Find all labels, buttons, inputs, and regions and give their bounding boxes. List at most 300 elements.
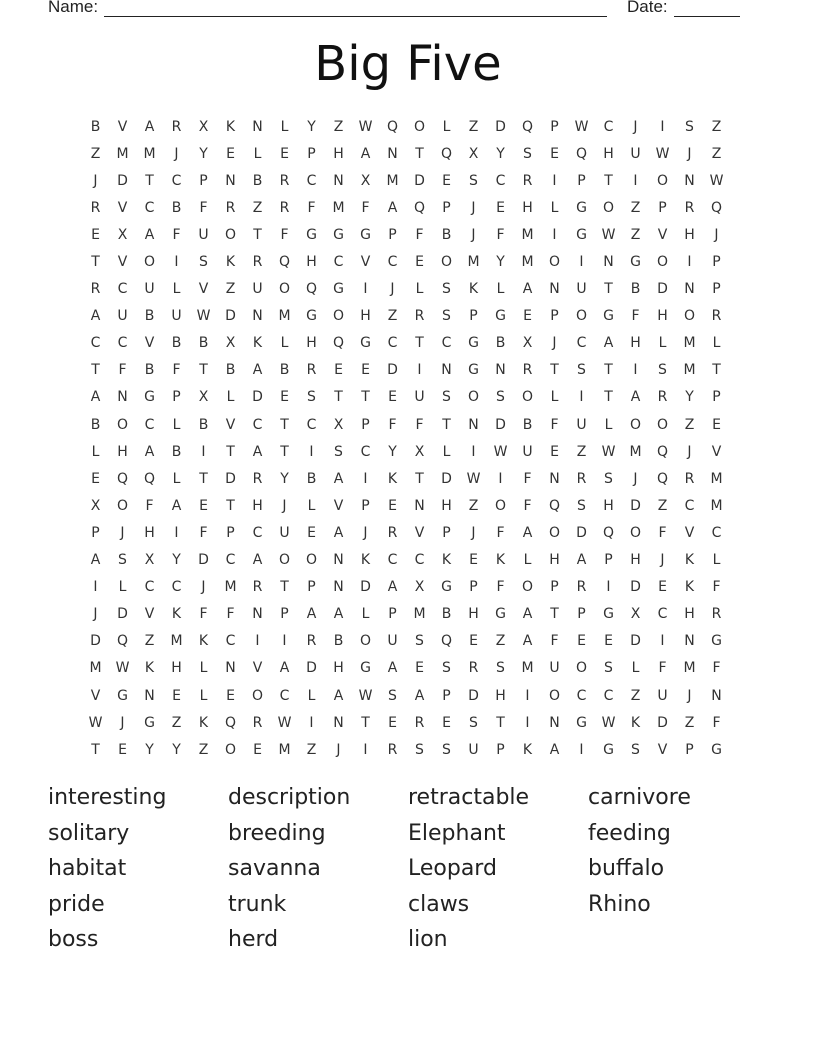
grid-letter[interactable]: J: [687, 145, 692, 162]
grid-letter[interactable]: A: [252, 552, 263, 569]
grid-letter[interactable]: A: [387, 199, 398, 216]
grid-letter[interactable]: M: [521, 660, 534, 677]
grid-letter[interactable]: J: [363, 524, 368, 541]
grid-letter[interactable]: G: [306, 226, 317, 243]
grid-letter[interactable]: S: [334, 443, 343, 460]
grid-letter[interactable]: D: [630, 497, 641, 514]
grid-letter[interactable]: S: [442, 741, 451, 758]
grid-letter[interactable]: R: [252, 714, 263, 731]
grid-letter[interactable]: F: [523, 470, 532, 487]
grid-letter[interactable]: G: [117, 687, 128, 704]
grid-letter[interactable]: Q: [656, 470, 669, 487]
grid-letter[interactable]: P: [307, 145, 316, 162]
grid-letter[interactable]: P: [172, 389, 181, 406]
grid-letter[interactable]: Z: [171, 714, 182, 731]
grid-letter[interactable]: F: [496, 524, 505, 541]
grid-letter[interactable]: L: [226, 389, 235, 406]
grid-letter[interactable]: V: [684, 524, 695, 541]
grid-letter[interactable]: T: [91, 741, 100, 758]
grid-letter[interactable]: U: [468, 741, 479, 758]
grid-letter[interactable]: O: [629, 524, 642, 541]
grid-letter[interactable]: I: [174, 524, 179, 541]
grid-letter[interactable]: T: [199, 362, 208, 379]
grid-letter[interactable]: R: [306, 633, 317, 650]
grid-letter[interactable]: T: [280, 579, 289, 596]
grid-letter[interactable]: O: [575, 308, 588, 325]
grid-letter[interactable]: J: [687, 687, 692, 704]
grid-letter[interactable]: S: [658, 362, 667, 379]
grid-letter[interactable]: P: [469, 308, 478, 325]
grid-letter[interactable]: S: [199, 254, 208, 271]
grid-letter[interactable]: F: [388, 416, 397, 433]
grid-letter[interactable]: F: [118, 362, 127, 379]
grid-letter[interactable]: V: [90, 687, 101, 704]
grid-letter[interactable]: S: [523, 145, 532, 162]
grid-letter[interactable]: D: [630, 579, 641, 596]
grid-letter[interactable]: F: [199, 199, 208, 216]
grid-letter[interactable]: Q: [602, 524, 615, 541]
grid-letter[interactable]: Q: [278, 254, 291, 271]
grid-letter[interactable]: R: [252, 254, 263, 271]
grid-letter[interactable]: B: [225, 362, 236, 379]
grid-letter[interactable]: E: [550, 443, 559, 460]
grid-letter[interactable]: K: [468, 281, 479, 298]
grid-letter[interactable]: Z: [468, 497, 479, 514]
grid-letter[interactable]: K: [144, 660, 155, 677]
grid-letter[interactable]: E: [415, 660, 424, 677]
grid-letter[interactable]: Z: [657, 497, 668, 514]
grid-letter[interactable]: E: [91, 226, 100, 243]
grid-letter[interactable]: K: [198, 714, 209, 731]
grid-letter[interactable]: C: [171, 579, 182, 596]
grid-letter[interactable]: M: [710, 470, 723, 487]
grid-letter[interactable]: U: [414, 389, 425, 406]
grid-letter[interactable]: H: [468, 606, 479, 623]
grid-letter[interactable]: K: [684, 552, 695, 569]
grid-letter[interactable]: B: [198, 335, 209, 352]
grid-letter[interactable]: Z: [198, 741, 209, 758]
grid-letter[interactable]: S: [577, 497, 586, 514]
grid-letter[interactable]: R: [225, 199, 236, 216]
grid-letter[interactable]: P: [712, 389, 721, 406]
grid-letter[interactable]: K: [360, 552, 371, 569]
grid-letter[interactable]: O: [251, 687, 264, 704]
grid-letter[interactable]: Q: [143, 470, 156, 487]
grid-letter[interactable]: T: [550, 362, 559, 379]
grid-letter[interactable]: O: [656, 416, 669, 433]
grid-letter[interactable]: F: [496, 579, 505, 596]
grid-letter[interactable]: I: [579, 389, 584, 406]
grid-letter[interactable]: P: [388, 606, 397, 623]
grid-letter[interactable]: J: [471, 226, 476, 243]
grid-letter[interactable]: N: [252, 606, 263, 623]
grid-letter[interactable]: I: [552, 172, 557, 189]
grid-letter[interactable]: A: [144, 443, 155, 460]
grid-letter[interactable]: T: [253, 226, 262, 243]
grid-letter[interactable]: K: [684, 579, 695, 596]
grid-letter[interactable]: G: [711, 741, 722, 758]
grid-letter[interactable]: L: [199, 687, 208, 704]
grid-letter[interactable]: D: [495, 118, 506, 135]
grid-letter[interactable]: H: [522, 199, 533, 216]
grid-letter[interactable]: C: [144, 416, 155, 433]
grid-letter[interactable]: E: [253, 741, 262, 758]
grid-letter[interactable]: B: [198, 416, 209, 433]
grid-letter[interactable]: Y: [496, 254, 505, 271]
grid-letter[interactable]: Y: [145, 741, 154, 758]
grid-letter[interactable]: X: [198, 118, 209, 135]
grid-letter[interactable]: N: [441, 362, 452, 379]
grid-letter[interactable]: J: [93, 172, 98, 189]
grid-letter[interactable]: P: [712, 254, 721, 271]
grid-letter[interactable]: A: [144, 118, 155, 135]
grid-letter[interactable]: N: [549, 281, 560, 298]
grid-letter[interactable]: A: [522, 606, 533, 623]
grid-letter[interactable]: V: [117, 118, 128, 135]
grid-letter[interactable]: H: [306, 254, 317, 271]
grid-letter[interactable]: O: [116, 416, 129, 433]
grid-letter[interactable]: E: [658, 579, 667, 596]
grid-letter[interactable]: N: [117, 389, 128, 406]
grid-letter[interactable]: O: [278, 552, 291, 569]
grid-letter[interactable]: E: [469, 633, 478, 650]
grid-letter[interactable]: L: [280, 335, 289, 352]
grid-letter[interactable]: E: [577, 633, 586, 650]
grid-letter[interactable]: E: [550, 145, 559, 162]
grid-letter[interactable]: A: [522, 524, 533, 541]
grid-letter[interactable]: H: [306, 335, 317, 352]
grid-letter[interactable]: R: [252, 470, 263, 487]
grid-letter[interactable]: R: [306, 362, 317, 379]
grid-letter[interactable]: B: [306, 470, 317, 487]
grid-letter[interactable]: F: [415, 416, 424, 433]
grid-letter[interactable]: H: [171, 660, 182, 677]
grid-letter[interactable]: K: [630, 714, 641, 731]
grid-letter[interactable]: Z: [684, 714, 695, 731]
grid-letter[interactable]: S: [415, 741, 424, 758]
grid-letter[interactable]: J: [471, 199, 476, 216]
grid-letter[interactable]: L: [442, 118, 451, 135]
grid-letter[interactable]: A: [171, 497, 182, 514]
grid-letter[interactable]: C: [306, 416, 317, 433]
grid-letter[interactable]: K: [495, 552, 506, 569]
grid-letter[interactable]: I: [525, 687, 530, 704]
grid-letter[interactable]: H: [441, 497, 452, 514]
grid-letter[interactable]: P: [496, 741, 505, 758]
grid-letter[interactable]: B: [144, 308, 155, 325]
grid-letter[interactable]: H: [684, 606, 695, 623]
grid-letter[interactable]: P: [361, 497, 370, 514]
grid-letter[interactable]: F: [658, 524, 667, 541]
grid-letter[interactable]: J: [93, 606, 98, 623]
grid-letter[interactable]: E: [415, 254, 424, 271]
grid-letter[interactable]: T: [145, 172, 154, 189]
grid-letter[interactable]: L: [307, 497, 316, 514]
grid-letter[interactable]: C: [684, 497, 695, 514]
grid-letter[interactable]: W: [358, 118, 373, 135]
grid-letter[interactable]: M: [143, 145, 156, 162]
grid-letter[interactable]: G: [576, 199, 587, 216]
grid-letter[interactable]: C: [279, 687, 290, 704]
grid-letter[interactable]: T: [604, 172, 613, 189]
grid-letter[interactable]: E: [118, 741, 127, 758]
grid-letter[interactable]: P: [307, 579, 316, 596]
grid-letter[interactable]: V: [117, 254, 128, 271]
grid-letter[interactable]: F: [361, 199, 370, 216]
grid-letter[interactable]: O: [548, 687, 561, 704]
grid-letter[interactable]: B: [279, 362, 290, 379]
grid-letter[interactable]: V: [198, 281, 209, 298]
grid-letter[interactable]: R: [657, 389, 668, 406]
grid-letter[interactable]: I: [309, 443, 314, 460]
grid-letter[interactable]: O: [602, 199, 615, 216]
grid-letter[interactable]: D: [387, 362, 398, 379]
grid-letter[interactable]: O: [278, 281, 291, 298]
grid-letter[interactable]: N: [333, 714, 344, 731]
grid-letter[interactable]: J: [714, 226, 719, 243]
grid-letter[interactable]: Q: [332, 335, 345, 352]
grid-letter[interactable]: U: [630, 145, 641, 162]
grid-letter[interactable]: E: [388, 497, 397, 514]
grid-letter[interactable]: G: [360, 226, 371, 243]
grid-letter[interactable]: Y: [496, 145, 505, 162]
grid-letter[interactable]: F: [550, 633, 559, 650]
grid-letter[interactable]: I: [363, 741, 368, 758]
grid-letter[interactable]: N: [144, 687, 155, 704]
grid-letter[interactable]: A: [333, 470, 344, 487]
grid-letter[interactable]: M: [521, 226, 534, 243]
grid-letter[interactable]: I: [660, 633, 665, 650]
grid-letter[interactable]: W: [655, 145, 670, 162]
grid-letter[interactable]: O: [656, 254, 669, 271]
grid-letter[interactable]: C: [225, 633, 236, 650]
grid-letter[interactable]: M: [278, 741, 291, 758]
grid-letter[interactable]: R: [279, 199, 290, 216]
grid-letter[interactable]: N: [387, 145, 398, 162]
grid-letter[interactable]: K: [171, 606, 182, 623]
grid-letter[interactable]: M: [332, 199, 345, 216]
grid-letter[interactable]: G: [495, 308, 506, 325]
grid-letter[interactable]: X: [333, 416, 344, 433]
grid-letter[interactable]: N: [333, 552, 344, 569]
grid-letter[interactable]: Z: [90, 145, 101, 162]
grid-letter[interactable]: S: [442, 660, 451, 677]
grid-letter[interactable]: C: [360, 443, 371, 460]
grid-letter[interactable]: T: [91, 254, 100, 271]
grid-letter[interactable]: L: [91, 443, 100, 460]
grid-letter[interactable]: S: [442, 308, 451, 325]
grid-letter[interactable]: O: [359, 633, 372, 650]
grid-letter[interactable]: A: [387, 660, 398, 677]
grid-letter[interactable]: L: [361, 606, 370, 623]
grid-letter[interactable]: T: [415, 335, 424, 352]
grid-letter[interactable]: S: [388, 687, 397, 704]
grid-letter[interactable]: H: [549, 552, 560, 569]
grid-letter[interactable]: N: [333, 172, 344, 189]
grid-letter[interactable]: H: [360, 308, 371, 325]
grid-letter[interactable]: R: [684, 470, 695, 487]
grid-letter[interactable]: F: [415, 226, 424, 243]
grid-letter[interactable]: G: [468, 335, 479, 352]
grid-letter[interactable]: J: [336, 741, 341, 758]
grid-letter[interactable]: E: [172, 687, 181, 704]
grid-letter[interactable]: C: [171, 172, 182, 189]
grid-letter[interactable]: S: [604, 470, 613, 487]
grid-letter[interactable]: P: [442, 199, 451, 216]
grid-letter[interactable]: F: [226, 606, 235, 623]
name-blank-line[interactable]: [104, 0, 607, 17]
grid-letter[interactable]: U: [198, 226, 209, 243]
grid-letter[interactable]: Z: [630, 199, 641, 216]
grid-letter[interactable]: T: [604, 281, 613, 298]
grid-letter[interactable]: B: [441, 606, 452, 623]
grid-letter[interactable]: A: [333, 606, 344, 623]
grid-letter[interactable]: H: [684, 226, 695, 243]
grid-letter[interactable]: C: [495, 172, 506, 189]
grid-letter[interactable]: R: [414, 308, 425, 325]
grid-letter[interactable]: P: [550, 579, 559, 596]
grid-letter[interactable]: G: [468, 362, 479, 379]
grid-letter[interactable]: C: [576, 687, 587, 704]
grid-letter[interactable]: Z: [576, 443, 587, 460]
grid-letter[interactable]: E: [388, 389, 397, 406]
grid-letter[interactable]: B: [630, 281, 641, 298]
grid-letter[interactable]: Z: [495, 633, 506, 650]
grid-letter[interactable]: F: [199, 524, 208, 541]
grid-letter[interactable]: I: [363, 281, 368, 298]
grid-letter[interactable]: Z: [711, 118, 722, 135]
grid-letter[interactable]: N: [549, 714, 560, 731]
grid-letter[interactable]: R: [279, 172, 290, 189]
grid-letter[interactable]: M: [683, 335, 696, 352]
grid-letter[interactable]: V: [711, 443, 722, 460]
grid-letter[interactable]: N: [333, 579, 344, 596]
grid-letter[interactable]: Y: [199, 145, 208, 162]
grid-letter[interactable]: D: [468, 687, 479, 704]
grid-letter[interactable]: P: [388, 226, 397, 243]
grid-letter[interactable]: S: [442, 281, 451, 298]
grid-letter[interactable]: M: [683, 660, 696, 677]
grid-letter[interactable]: X: [198, 389, 209, 406]
grid-letter[interactable]: V: [333, 497, 344, 514]
grid-letter[interactable]: L: [172, 470, 181, 487]
grid-letter[interactable]: A: [414, 687, 425, 704]
grid-letter[interactable]: C: [144, 199, 155, 216]
grid-letter[interactable]: B: [495, 335, 506, 352]
grid-letter[interactable]: I: [579, 741, 584, 758]
grid-letter[interactable]: U: [549, 660, 560, 677]
grid-letter[interactable]: P: [361, 416, 370, 433]
grid-letter[interactable]: M: [467, 254, 480, 271]
grid-letter[interactable]: R: [90, 199, 101, 216]
grid-letter[interactable]: G: [306, 308, 317, 325]
grid-letter[interactable]: I: [552, 226, 557, 243]
grid-letter[interactable]: G: [576, 714, 587, 731]
grid-letter[interactable]: R: [576, 579, 587, 596]
grid-letter[interactable]: I: [687, 254, 692, 271]
grid-letter[interactable]: O: [467, 389, 480, 406]
grid-letter[interactable]: Z: [225, 281, 236, 298]
grid-letter[interactable]: F: [658, 660, 667, 677]
grid-letter[interactable]: Y: [685, 389, 694, 406]
grid-letter[interactable]: F: [172, 226, 181, 243]
grid-letter[interactable]: O: [224, 741, 237, 758]
grid-letter[interactable]: O: [224, 226, 237, 243]
grid-letter[interactable]: E: [523, 308, 532, 325]
grid-letter[interactable]: I: [498, 470, 503, 487]
grid-letter[interactable]: E: [361, 362, 370, 379]
grid-letter[interactable]: I: [309, 714, 314, 731]
grid-letter[interactable]: G: [144, 389, 155, 406]
grid-letter[interactable]: T: [496, 714, 505, 731]
grid-letter[interactable]: O: [548, 524, 561, 541]
grid-letter[interactable]: M: [683, 362, 696, 379]
grid-letter[interactable]: H: [603, 497, 614, 514]
grid-letter[interactable]: J: [282, 497, 287, 514]
grid-letter[interactable]: N: [225, 660, 236, 677]
grid-letter[interactable]: G: [576, 226, 587, 243]
grid-letter[interactable]: L: [712, 335, 721, 352]
date-blank-line[interactable]: [674, 0, 740, 17]
grid-letter[interactable]: E: [712, 416, 721, 433]
grid-letter[interactable]: T: [604, 389, 613, 406]
grid-letter[interactable]: P: [577, 172, 586, 189]
grid-letter[interactable]: V: [414, 524, 425, 541]
grid-letter[interactable]: A: [144, 226, 155, 243]
grid-letter[interactable]: S: [496, 389, 505, 406]
grid-letter[interactable]: A: [360, 145, 371, 162]
grid-letter[interactable]: N: [495, 362, 506, 379]
grid-letter[interactable]: F: [712, 660, 721, 677]
grid-letter[interactable]: N: [684, 281, 695, 298]
grid-letter[interactable]: Q: [386, 118, 399, 135]
grid-letter[interactable]: I: [471, 443, 476, 460]
grid-letter[interactable]: Y: [388, 443, 397, 460]
grid-letter[interactable]: U: [576, 416, 587, 433]
grid-letter[interactable]: Q: [710, 199, 723, 216]
grid-letter[interactable]: X: [414, 579, 425, 596]
grid-letter[interactable]: Z: [684, 416, 695, 433]
grid-letter[interactable]: J: [201, 579, 206, 596]
grid-letter[interactable]: I: [417, 362, 422, 379]
grid-letter[interactable]: F: [712, 714, 721, 731]
grid-letter[interactable]: Z: [333, 118, 344, 135]
grid-letter[interactable]: W: [574, 118, 589, 135]
grid-letter[interactable]: J: [660, 552, 665, 569]
grid-letter[interactable]: E: [226, 145, 235, 162]
grid-letter[interactable]: F: [280, 226, 289, 243]
grid-letter[interactable]: E: [307, 524, 316, 541]
grid-letter[interactable]: V: [657, 226, 668, 243]
grid-letter[interactable]: K: [387, 470, 398, 487]
grid-letter[interactable]: A: [522, 633, 533, 650]
grid-letter[interactable]: H: [495, 687, 506, 704]
grid-letter[interactable]: P: [550, 308, 559, 325]
grid-letter[interactable]: Z: [630, 687, 641, 704]
grid-letter[interactable]: J: [471, 524, 476, 541]
grid-letter[interactable]: Z: [468, 118, 479, 135]
grid-letter[interactable]: Q: [116, 633, 129, 650]
grid-letter[interactable]: L: [172, 281, 181, 298]
grid-letter[interactable]: Q: [440, 633, 453, 650]
grid-letter[interactable]: G: [360, 335, 371, 352]
grid-letter[interactable]: R: [711, 606, 722, 623]
grid-letter[interactable]: B: [171, 335, 182, 352]
grid-letter[interactable]: P: [550, 118, 559, 135]
grid-letter[interactable]: C: [90, 335, 101, 352]
grid-letter[interactable]: L: [118, 579, 127, 596]
grid-letter[interactable]: E: [91, 470, 100, 487]
